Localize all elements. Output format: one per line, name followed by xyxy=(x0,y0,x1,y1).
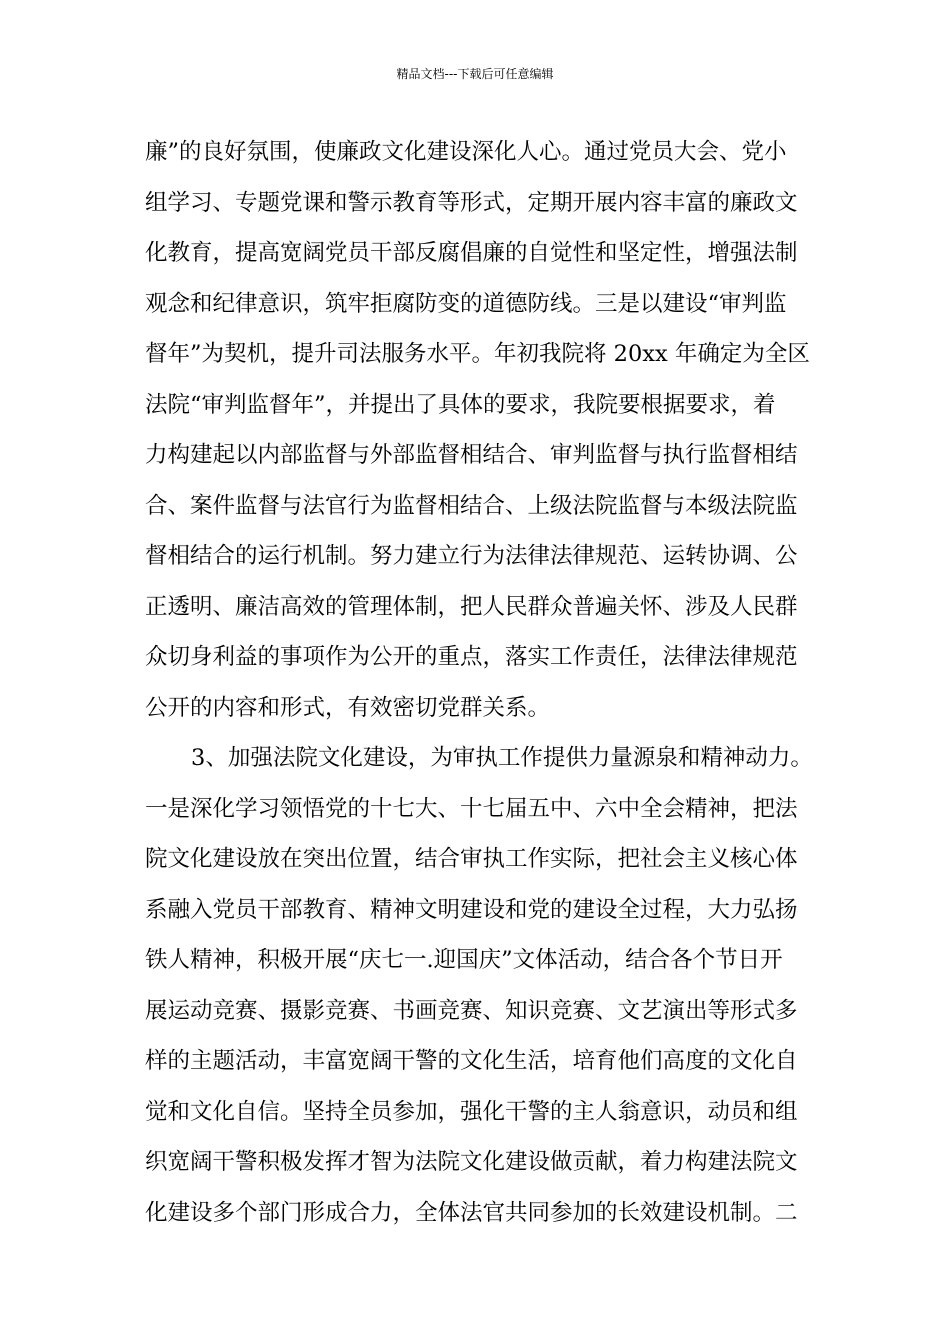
text-line: 织宽阔干警积极发挥才智为法院文化建设做贡献，着力构建法院文 xyxy=(145,1149,798,1175)
text-line: 化建设多个部门形成合力，全体法官共同参加的长效建设机制。二 xyxy=(145,1199,798,1226)
text-line: 观念和纪律意识，筑牢拒腐防变的道德防线。三是以建设“审判监 xyxy=(145,290,787,317)
document-body xyxy=(145,132,813,1243)
text-line: 众切身利益的事项作为公开的重点，落实工作责任，法律法律规范 xyxy=(145,644,798,670)
text-line: 组学习、专题党课和警示教育等形式，定期开展内容丰富的廉政文 xyxy=(145,189,798,216)
text-line: 一是深化学习领悟党的十七大、十七届五中、六中全会精神，把法 xyxy=(145,795,798,822)
text-line: 督年”为契机，提升司法服务水平。年初我院将 20xx 年确定为全区 xyxy=(145,341,810,367)
text-line: 院文化建设放在突出位置，结合审执工作实际，把社会主义核心体 xyxy=(145,846,798,872)
text-line: 公开的内容和形式，有效密切党群关系。 xyxy=(145,694,551,721)
text-line: 廉”的良好氛围，使廉政文化建设深化人心。通过党员大会、党小 xyxy=(145,139,787,165)
text-line: 合、案件监督与法官行为监督相结合、上级法院监督与本级法院监 xyxy=(145,492,798,519)
text-line: 法院“审判监督年”，并提出了具体的要求，我院要根据要求，着 xyxy=(145,391,776,418)
text-line: 系融入党员干部教育、精神文明建设和党的建设全过程，大力弘扬 xyxy=(145,896,798,923)
text-line: 督相结合的运行机制。努力建立行为法律法律规范、运转协调、公 xyxy=(145,543,798,569)
text-line: 样的主题活动，丰富宽阔干警的文化生活，培育他们高度的文化自 xyxy=(145,1048,798,1074)
text-line: 铁人精神，积极开展“庆七一.迎国庆”文体活动，结合各个节日开 xyxy=(145,947,783,973)
text-line: 展运动竞赛、摄影竞赛、书画竞赛、知识竞赛、文艺演出等形式多 xyxy=(145,997,798,1024)
text-line: 力构建起以内部监督与外部监督相结合、审判监督与执行监督相结 xyxy=(145,442,798,468)
text-line: 觉和文化自信。坚持全员参加，强化干警的主人翁意识，动员和组 xyxy=(145,1098,798,1125)
text-line: 化教育，提高宽阔党员干部反腐倡廉的自觉性和坚定性，增强法制 xyxy=(145,240,798,266)
section-heading-line: 3、加强法院文化建设，为审执工作提供力量源泉和精神动力。 xyxy=(191,745,813,771)
page-header: 精品文档---下载后可任意编辑 xyxy=(396,67,554,81)
text-line: 正透明、廉洁高效的管理体制，把人民群众普遍关怀、涉及人民群 xyxy=(145,593,798,620)
